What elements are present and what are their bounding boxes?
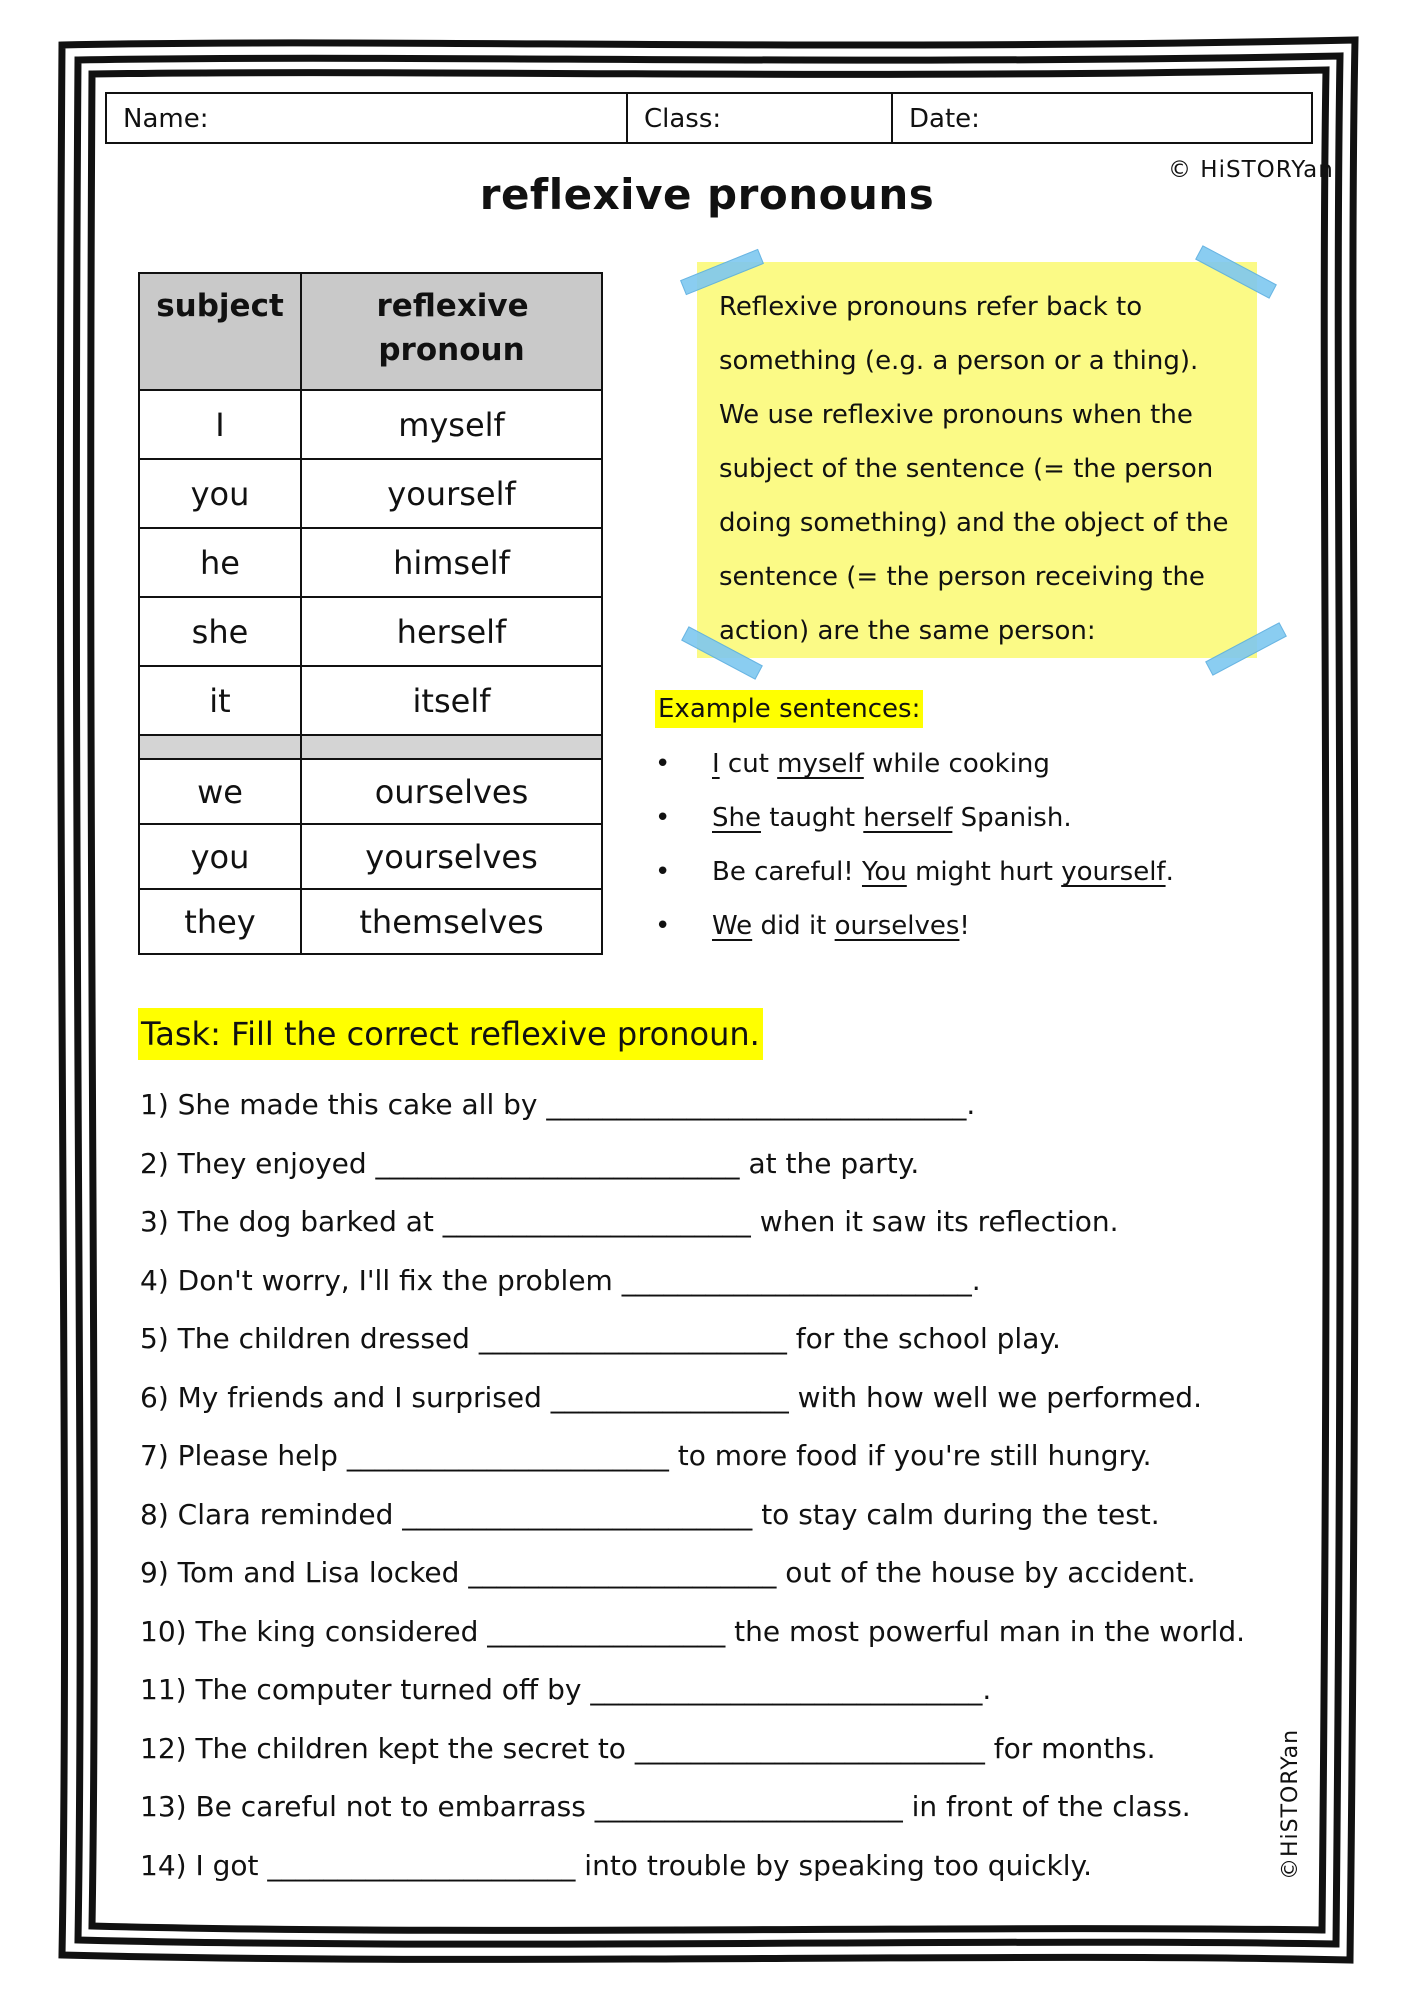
reflexive-cell: herself bbox=[301, 597, 602, 666]
reflexive-cell: himself bbox=[301, 528, 602, 597]
reflexive-cell: themselves bbox=[301, 889, 602, 954]
divider-cell bbox=[301, 735, 602, 759]
bullet-icon: • bbox=[655, 749, 671, 779]
example-text: Spanish. bbox=[952, 803, 1072, 833]
subject-cell: it bbox=[139, 666, 301, 735]
task-item[interactable]: 6) My friends and I surprised _________________ with how well we performed. bbox=[140, 1380, 1202, 1414]
example-reflexive: myself bbox=[777, 749, 864, 779]
bullet-icon: • bbox=[655, 803, 671, 833]
list-item bbox=[655, 899, 1174, 953]
task-list bbox=[140, 1088, 1245, 1907]
subject-cell: you bbox=[139, 824, 301, 889]
bullet-icon: • bbox=[655, 857, 671, 887]
task-item[interactable]: 7) Please help _______________________ to more food if you're still hungry. bbox=[140, 1439, 1152, 1472]
list-item bbox=[655, 737, 1174, 791]
date-label: Date: bbox=[909, 104, 980, 134]
example-text: . bbox=[1165, 857, 1174, 887]
example-text: ! bbox=[959, 911, 970, 941]
task-item[interactable]: 3) The dog barked at ______________________ when it saw its reflection. bbox=[140, 1205, 1119, 1238]
table-row bbox=[139, 459, 602, 528]
class-label: Class: bbox=[644, 104, 722, 134]
example-subject: She bbox=[712, 803, 761, 833]
reflexive-cell: yourselves bbox=[301, 824, 602, 889]
table-row bbox=[139, 666, 602, 735]
task-item[interactable]: 9) Tom and Lisa locked ______________________ out of the house by accident. bbox=[140, 1556, 1196, 1589]
example-text: while cooking bbox=[863, 749, 1050, 779]
name-label: Name: bbox=[123, 104, 209, 134]
table-row bbox=[139, 597, 602, 666]
subject-cell: we bbox=[139, 759, 301, 824]
header-reflexive bbox=[301, 273, 602, 390]
table-row bbox=[139, 390, 602, 459]
table-row bbox=[139, 528, 602, 597]
example-subject: We bbox=[712, 911, 753, 941]
example-text: cut bbox=[719, 749, 778, 779]
note-line: sentence (= the person receiving the bbox=[719, 562, 1205, 592]
example-reflexive: ourselves bbox=[834, 911, 960, 941]
subject-cell: I bbox=[139, 390, 301, 459]
table-row bbox=[139, 889, 602, 954]
example-text: taught bbox=[760, 803, 864, 833]
note-line: something (e.g. a person or a thing). bbox=[719, 346, 1199, 376]
task-item[interactable]: 8) Clara reminded _________________________ to stay calm during the test. bbox=[140, 1497, 1160, 1531]
subject-cell: they bbox=[139, 889, 301, 954]
examples-heading: Example sentences: bbox=[655, 690, 923, 728]
task-item[interactable]: 1) She made this cake all by ______________________________. bbox=[140, 1088, 976, 1121]
divider-cell bbox=[139, 735, 301, 759]
note-line: We use reflexive pronouns when the bbox=[719, 400, 1193, 430]
table-divider-row bbox=[139, 735, 602, 759]
class-field[interactable] bbox=[628, 94, 893, 142]
example-text: might hurt bbox=[906, 857, 1062, 887]
header-subject: subject bbox=[139, 273, 301, 390]
table-header-row bbox=[139, 273, 602, 390]
reflexive-cell: yourself bbox=[301, 459, 602, 528]
task-item[interactable]: 13) Be careful not to embarrass ______________________ in front of the class. bbox=[140, 1790, 1191, 1823]
example-text: did it bbox=[752, 911, 835, 941]
task-heading: Task: Fill the correct reflexive pronoun. bbox=[138, 1008, 763, 1060]
copyright-text: © HiSTORYan bbox=[1168, 157, 1334, 183]
date-field[interactable] bbox=[893, 94, 1311, 142]
example-subject: You bbox=[861, 857, 907, 887]
reflexive-cell: myself bbox=[301, 390, 602, 459]
task-item[interactable]: 4) Don't worry, I'll fix the problem _________________________. bbox=[140, 1263, 981, 1297]
note-line: doing something) and the object of the bbox=[719, 508, 1229, 538]
pronoun-table bbox=[138, 272, 603, 955]
examples-list bbox=[655, 737, 1174, 953]
task-item[interactable]: 10) The king considered _________________ the most powerful man in the world. bbox=[140, 1614, 1246, 1648]
reflexive-cell: ourselves bbox=[301, 759, 602, 824]
note-line: action) are the same person: bbox=[719, 616, 1096, 646]
example-reflexive: yourself bbox=[1061, 857, 1166, 887]
sticky-note bbox=[697, 262, 1257, 658]
subject-cell: you bbox=[139, 459, 301, 528]
task-item[interactable]: 2) They enjoyed __________________________ at the party. bbox=[140, 1146, 920, 1180]
task-item[interactable]: 12) The children kept the secret to _________________________ for months. bbox=[140, 1731, 1156, 1765]
task-item[interactable]: 5) The children dressed ______________________ for the school play. bbox=[140, 1322, 1061, 1355]
bullet-icon: • bbox=[655, 911, 671, 941]
name-field[interactable] bbox=[107, 94, 628, 142]
example-reflexive: herself bbox=[863, 803, 953, 833]
header-info-box bbox=[105, 92, 1313, 144]
table-row bbox=[139, 759, 602, 824]
list-item bbox=[655, 791, 1174, 845]
header-reflexive-text: reflexive pronoun bbox=[376, 288, 529, 368]
list-item bbox=[655, 845, 1174, 899]
copyright-side-text: ©HiSTORYan bbox=[1278, 1728, 1303, 1880]
example-text: Be careful! bbox=[712, 857, 862, 887]
subject-cell: he bbox=[139, 528, 301, 597]
example-subject: I bbox=[712, 749, 720, 779]
reflexive-cell: itself bbox=[301, 666, 602, 735]
note-line: subject of the sentence (= the person bbox=[719, 454, 1214, 484]
note-line: Reflexive pronouns refer back to bbox=[719, 292, 1143, 322]
task-item[interactable]: 11) The computer turned off by ____________________________. bbox=[140, 1673, 992, 1706]
task-item[interactable]: 14) I got ______________________ into trouble by speaking too quickly. bbox=[140, 1848, 1092, 1882]
page-title: reflexive pronouns bbox=[479, 170, 935, 219]
subject-cell: she bbox=[139, 597, 301, 666]
table-row bbox=[139, 824, 602, 889]
